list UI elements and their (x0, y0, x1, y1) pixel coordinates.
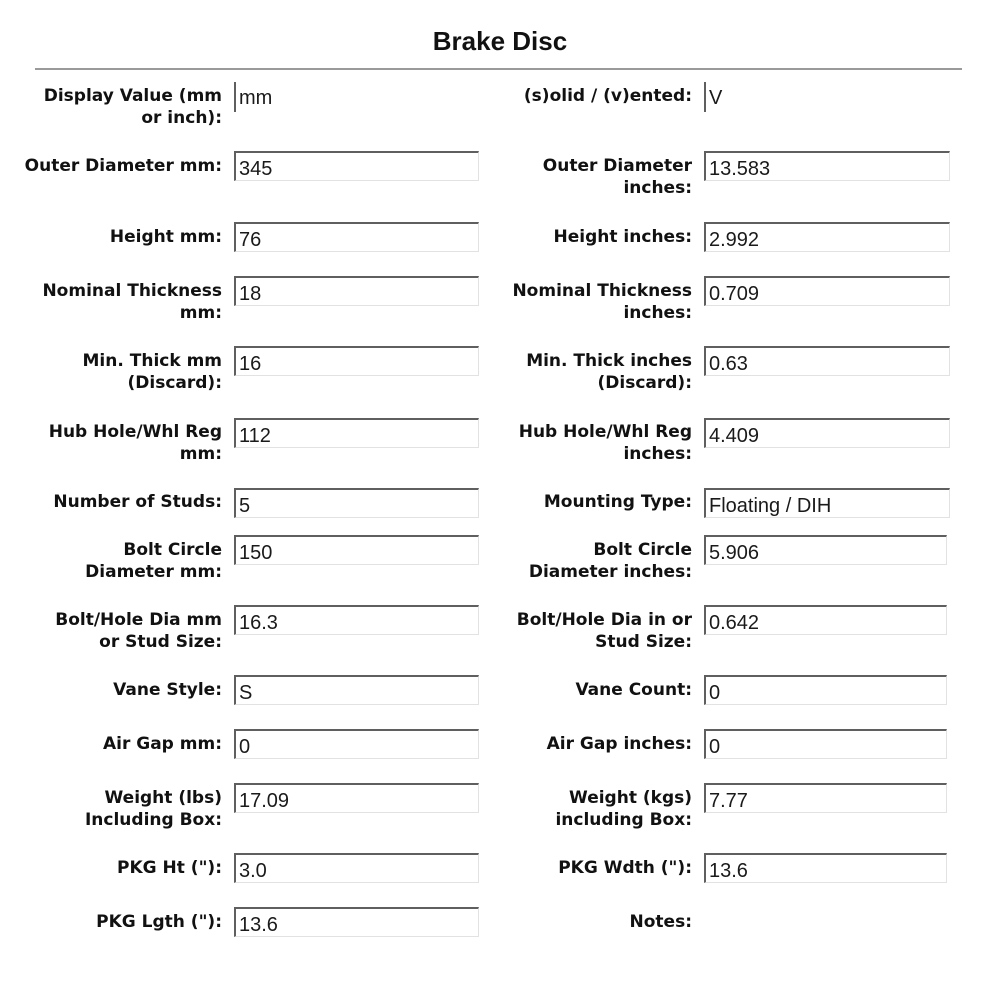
pkg-height-label: PKG Ht ("): (117, 858, 222, 878)
min-thick-mm-input[interactable]: 16 (234, 346, 479, 376)
weight-lbs-label: Weight (lbs) Including Box: (84, 788, 222, 830)
bolt-hole-dia-mm-input[interactable]: 16.3 (234, 605, 479, 635)
air-gap-mm-input[interactable]: 0 (234, 729, 479, 759)
min-thick-inches-label: Min. Thick inches (Discard): (526, 351, 692, 393)
bolt-circle-inches-input[interactable]: 5.906 (704, 535, 947, 565)
mounting-type-input[interactable]: Floating / DIH (704, 488, 950, 518)
nominal-thickness-inches-label: Nominal Thickness inches: (512, 281, 692, 323)
vane-count-input[interactable]: 0 (704, 675, 947, 705)
height-inches-label: Height inches: (553, 227, 692, 247)
height-mm-label: Height mm: (109, 227, 222, 247)
vane-style-input[interactable]: S (234, 675, 479, 705)
bolt-hole-dia-in-label: Bolt/Hole Dia in or Stud Size: (516, 610, 692, 652)
display-value-input[interactable]: mm (234, 82, 474, 112)
display-value-label: Display Value (mm or inch): (43, 86, 222, 128)
number-of-studs-input[interactable]: 5 (234, 488, 479, 518)
bolt-circle-mm-input[interactable]: 150 (234, 535, 479, 565)
bolt-hole-dia-in-input[interactable]: 0.642 (704, 605, 947, 635)
nominal-thickness-inches-input[interactable]: 0.709 (704, 276, 950, 306)
nominal-thickness-mm-input[interactable]: 18 (234, 276, 479, 306)
vane-count-label: Vane Count: (575, 680, 692, 700)
air-gap-inches-label: Air Gap inches: (546, 734, 692, 754)
weight-kgs-input[interactable]: 7.77 (704, 783, 947, 813)
hub-hole-inches-input[interactable]: 4.409 (704, 418, 950, 448)
form-title: Brake Disc (432, 26, 568, 56)
pkg-length-label: PKG Lgth ("): (96, 912, 222, 932)
solid-vented-input[interactable]: V (704, 82, 944, 112)
bolt-hole-dia-mm-label: Bolt/Hole Dia mm or Stud Size: (55, 610, 222, 652)
notes-label: Notes: (629, 912, 692, 932)
mounting-type-label: Mounting Type: (543, 492, 692, 512)
nominal-thickness-mm-label: Nominal Thickness mm: (42, 281, 222, 323)
air-gap-inches-input[interactable]: 0 (704, 729, 947, 759)
outer-diameter-inches-input[interactable]: 13.583 (704, 151, 950, 181)
height-inches-input[interactable]: 2.992 (704, 222, 950, 252)
pkg-length-input[interactable]: 13.6 (234, 907, 479, 937)
pkg-width-input[interactable]: 13.6 (704, 853, 947, 883)
hub-hole-mm-input[interactable]: 112 (234, 418, 479, 448)
solid-vented-label: (s)olid / (v)ented: (523, 86, 692, 106)
air-gap-mm-label: Air Gap mm: (102, 734, 222, 754)
min-thick-inches-input[interactable]: 0.63 (704, 346, 950, 376)
min-thick-mm-label: Min. Thick mm (Discard): (82, 351, 222, 393)
bolt-circle-inches-label: Bolt Circle Diameter inches: (528, 540, 692, 582)
outer-diameter-mm-label: Outer Diameter mm: (24, 156, 222, 176)
height-mm-input[interactable]: 76 (234, 222, 479, 252)
hub-hole-inches-label: Hub Hole/Whl Reg inches: (518, 422, 692, 464)
outer-diameter-mm-input[interactable]: 345 (234, 151, 479, 181)
title-divider (35, 68, 962, 70)
pkg-height-input[interactable]: 3.0 (234, 853, 479, 883)
weight-lbs-input[interactable]: 17.09 (234, 783, 479, 813)
hub-hole-mm-label: Hub Hole/Whl Reg mm: (48, 422, 222, 464)
number-of-studs-label: Number of Studs: (53, 492, 222, 512)
pkg-width-label: PKG Wdth ("): (558, 858, 692, 878)
bolt-circle-mm-label: Bolt Circle Diameter mm: (85, 540, 222, 582)
weight-kgs-label: Weight (kgs) including Box: (555, 788, 692, 830)
vane-style-label: Vane Style: (113, 680, 222, 700)
outer-diameter-inches-label: Outer Diameter inches: (542, 156, 692, 198)
